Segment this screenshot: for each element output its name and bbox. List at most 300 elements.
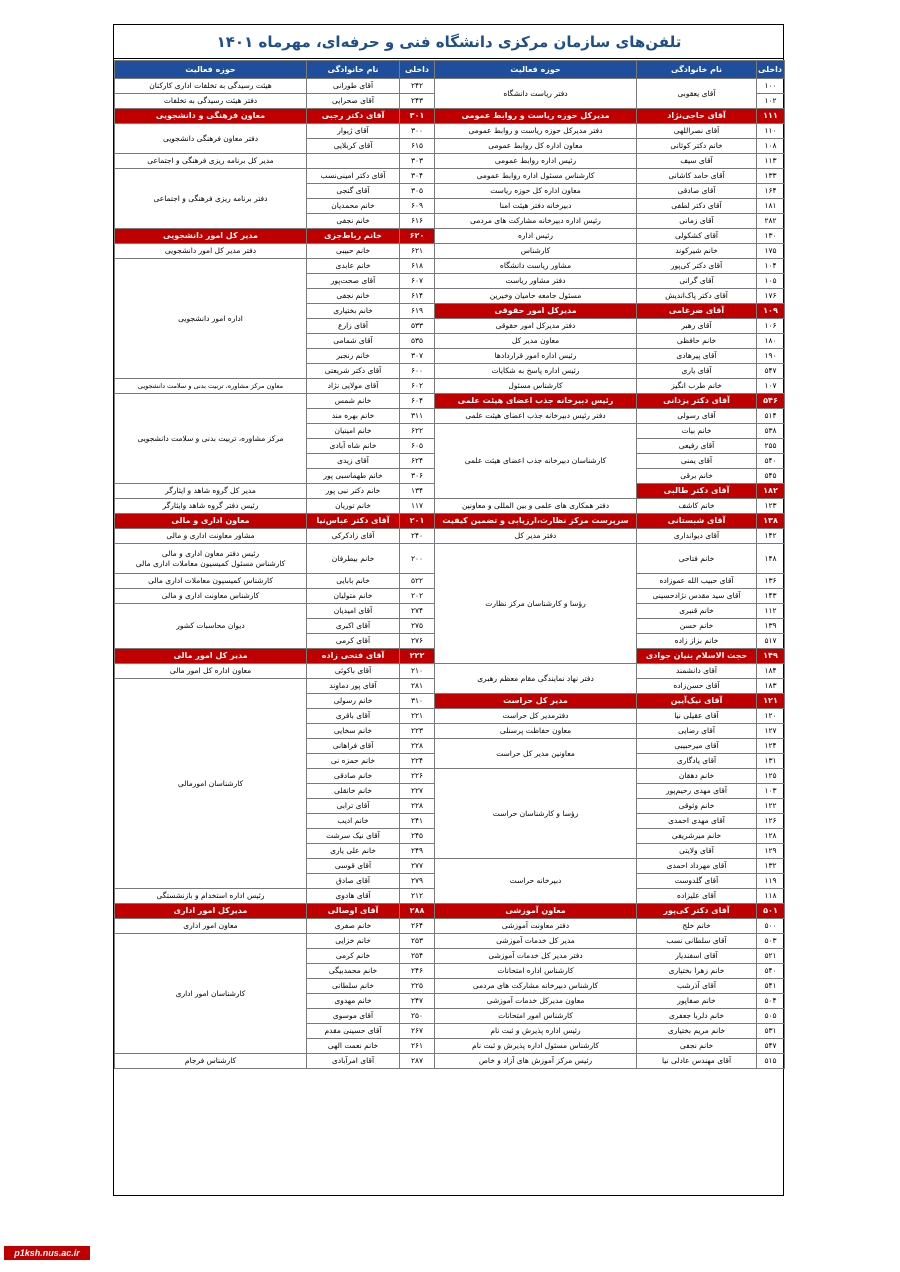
name-cell: آقای باقری	[307, 709, 400, 724]
extension-cell: ۱۲۹	[757, 844, 785, 859]
activity-cell: کارشناس مسئول اداره روابط عمومی	[435, 169, 637, 184]
table-row	[435, 724, 785, 739]
activity-line: رئیس دفتر معاون اداری و مالی	[161, 548, 260, 558]
table-row	[435, 214, 785, 229]
name-cell: خانم حمزه نی	[307, 754, 400, 769]
name-cell: خانم کرمی	[307, 949, 400, 964]
name-cell: خانم شمس	[307, 394, 400, 409]
table-row	[115, 919, 435, 934]
extension-cell: ۱۲۶	[757, 814, 785, 829]
name-cell: خانم دکتر کوثانی	[637, 139, 757, 154]
table-row	[115, 94, 435, 109]
activity-cell: مدیرکل حوزه ریاست و روابط عمومی	[435, 109, 637, 124]
activity-cell: معاون اداره کل روابط عمومی	[435, 139, 637, 154]
table-row	[115, 484, 435, 499]
name-cell	[307, 154, 400, 169]
name-cell: آقای علیزاده	[637, 889, 757, 904]
header-row	[115, 61, 435, 79]
extension-cell: ۵۴۷	[757, 1039, 785, 1054]
name-cell: خانم بیطرفان	[307, 544, 400, 574]
header-name: نام خانوادگی	[637, 61, 757, 79]
name-cell: آقای ضرغامی	[637, 304, 757, 319]
table-row	[435, 994, 785, 1009]
table-row	[115, 679, 435, 694]
table-row	[115, 544, 435, 574]
name-cell: آقای گرانی	[637, 274, 757, 289]
name-cell: خانم شیرکوند	[637, 244, 757, 259]
name-cell: خانم سخایی	[307, 724, 400, 739]
section-header-row	[115, 904, 435, 919]
section-header-row	[115, 514, 435, 529]
extension-cell: ۱۰۴	[757, 259, 785, 274]
extension-cell: ۱۰۲	[757, 94, 785, 109]
name-cell: آقای عقیلی نیا	[637, 709, 757, 724]
extension-cell: ۶۲۴	[400, 454, 435, 469]
extension-cell: ۲۲۸	[400, 739, 435, 754]
name-cell: آقای مهندس عادلی نیا	[637, 1054, 757, 1069]
name-cell: خانم وثوقی	[637, 799, 757, 814]
left-directory-table	[114, 60, 435, 1069]
activity-cell: کارشناس امور امتحانات	[435, 1009, 637, 1024]
name-cell: خانم خانقلی	[307, 784, 400, 799]
extension-cell: ۱۳۸	[757, 514, 785, 529]
extension-cell: ۵۲۱	[757, 949, 785, 964]
table-row	[435, 709, 785, 724]
name-cell: آقای شمامی	[307, 334, 400, 349]
extension-cell: ۲۲۵	[400, 979, 435, 994]
extension-cell: ۵۰۱	[757, 904, 785, 919]
name-cell: آقای سلطانی نسب	[637, 934, 757, 949]
name-cell: خانم شاه آبادی	[307, 439, 400, 454]
activity-cell: کارشناسان امورمالی	[115, 679, 307, 889]
extension-cell: ۶۲۰	[400, 229, 435, 244]
name-cell: آقای مهدی احمدی	[637, 814, 757, 829]
table-row	[435, 919, 785, 934]
name-cell: آقای نیک‌آیین	[637, 694, 757, 709]
name-cell: خانم صفری	[307, 919, 400, 934]
table-row	[435, 979, 785, 994]
extension-cell: ۶۰۰	[400, 364, 435, 379]
activity-cell: دفتر ریاست دانشگاه	[435, 79, 637, 109]
extension-cell: ۱۴۲	[757, 529, 785, 544]
table-row	[435, 244, 785, 259]
extension-cell: ۵۴۷	[757, 364, 785, 379]
name-cell: آقای دکتر امینی‌نسب	[307, 169, 400, 184]
extension-cell: ۱۶۴	[757, 184, 785, 199]
table-row	[435, 859, 785, 874]
activity-cell: معاون مدیر کل	[435, 334, 637, 349]
table-row	[435, 1039, 785, 1054]
extension-cell: ۲۵۰	[400, 1009, 435, 1024]
activity-cell: دفتر هیئت رسیدگی به تخلفات	[115, 94, 307, 109]
name-cell: آقای دکتر عباس‌نیا	[307, 514, 400, 529]
activity-cell: رئیس اداره دبیرخانه مشارکت های مردمی	[435, 214, 637, 229]
activity-cell: دیوان محاسبات کشور	[115, 604, 307, 649]
extension-cell: ۱۰۸	[757, 139, 785, 154]
extension-cell: ۲۲۴	[400, 754, 435, 769]
activity-cell: مدیر کل خدمات آموزشی	[435, 934, 637, 949]
name-cell: آقای صادق	[307, 874, 400, 889]
extension-cell: ۱۴۸	[757, 544, 785, 574]
name-cell: خانم سلطانی	[307, 979, 400, 994]
name-cell: خانم طرب انگیز	[637, 379, 757, 394]
table-row	[435, 139, 785, 154]
activity-cell: دفتر رئیس دبیرخانه جذب اعضای هیئت علمی	[435, 409, 637, 424]
extension-cell: ۱۱۲	[757, 604, 785, 619]
name-cell: آقای صادقی	[637, 184, 757, 199]
name-cell: آقای ولایتی	[637, 844, 757, 859]
name-cell: خانم نجفی	[307, 289, 400, 304]
activity-cell: دفتر نهاد نمایندگی مقام معظم رهبری	[435, 664, 637, 694]
table-row	[115, 589, 435, 604]
table-row	[435, 349, 785, 364]
extension-cell: ۲۵۵	[757, 439, 785, 454]
name-cell: آقای نیک سرشت	[307, 829, 400, 844]
extension-cell: ۶۰۴	[400, 394, 435, 409]
extension-cell: ۲۲۷	[400, 784, 435, 799]
extension-cell: ۱۲۵	[757, 769, 785, 784]
name-cell: آقای طورانی	[307, 79, 400, 94]
name-cell: خانم زهرا بختیاری	[637, 964, 757, 979]
extension-cell: ۲۲۳	[400, 724, 435, 739]
name-cell: خانم قنبری	[637, 604, 757, 619]
name-cell: خانم دلربا جعفری	[637, 1009, 757, 1024]
extension-cell: ۲۷۶	[400, 634, 435, 649]
extension-cell: ۲۷۷	[400, 859, 435, 874]
extension-cell: ۳۱۰	[400, 694, 435, 709]
activity-cell: اداره امور دانشجویی	[115, 259, 307, 379]
name-cell: آقای دیوانداری	[637, 529, 757, 544]
extension-cell: ۱۹۰	[757, 349, 785, 364]
name-cell: آقای رسولی	[637, 409, 757, 424]
name-cell: آقای صحت‌پور	[307, 274, 400, 289]
extension-cell: ۱۷۶	[757, 289, 785, 304]
name-cell: آقای زادکرکی	[307, 529, 400, 544]
extension-cell: ۵۲۲	[400, 574, 435, 589]
name-cell: خانم بختیاری	[307, 304, 400, 319]
extension-cell: ۵۳۳	[400, 319, 435, 334]
extension-cell: ۱۳۴	[400, 484, 435, 499]
name-cell: حجت الاسلام بنیان جوادی	[637, 649, 757, 664]
table-row	[435, 364, 785, 379]
extension-cell: ۵۴۶	[757, 394, 785, 409]
activity-cell: مدیرکل امور حقوقی	[435, 304, 637, 319]
section-header-row	[435, 394, 785, 409]
table-row	[435, 319, 785, 334]
extension-cell: ۱۸۰	[757, 334, 785, 349]
activity-cell: مدیر کل گروه شاهد و ایثارگر	[115, 484, 307, 499]
extension-cell: ۱۰۹	[757, 304, 785, 319]
name-cell: خانم رسولی	[307, 694, 400, 709]
name-cell: آقای دکتر یزدانی	[637, 394, 757, 409]
table-row	[435, 544, 785, 574]
table-row	[435, 964, 785, 979]
name-cell: خانم طهماسبی پور	[307, 469, 400, 484]
activity-cell: معاون حفاظت پرسنلی	[435, 724, 637, 739]
table-row	[435, 1054, 785, 1069]
activity-line: کارشناس مسئول کمیسیون معاملات اداری مالی	[135, 558, 286, 568]
name-cell: خانم بهره مند	[307, 409, 400, 424]
activity-cell: سرپرست مرکز نظارت،ارزیابی و تضمین کیفیت	[435, 514, 637, 529]
activity-cell: رئیس مرکز آموزش های آزاد و خاص	[435, 1054, 637, 1069]
name-cell: آقای نصراللهی	[637, 124, 757, 139]
extension-cell: ۱۰۷	[757, 379, 785, 394]
activity-cell: کارشناس کمیسیون معاملات اداری مالی	[115, 574, 307, 589]
activity-cell: دفتر همکاری های علمی و بین المللی و معاونین	[435, 499, 637, 514]
table-row	[435, 199, 785, 214]
name-cell: آقای مولایی نژاد	[307, 379, 400, 394]
name-cell: خانم رباط‌جزی	[307, 229, 400, 244]
section-header-row	[435, 304, 785, 319]
name-cell: آقای یعقوبی	[637, 79, 757, 109]
table-row	[115, 79, 435, 94]
table-row	[435, 499, 785, 514]
extension-cell: ۲۸۲	[757, 214, 785, 229]
extension-cell: ۶۱۹	[400, 304, 435, 319]
extension-cell: ۵۴۰	[757, 454, 785, 469]
name-cell: آقای حامد کاشانی	[637, 169, 757, 184]
name-cell: آقای اسفندیار	[637, 949, 757, 964]
extension-cell: ۶۲۱	[400, 244, 435, 259]
header-activity: حوزه فعالیت	[115, 61, 307, 79]
name-cell: خانم بزاز زاده	[637, 634, 757, 649]
extension-cell: ۶۱۴	[400, 289, 435, 304]
extension-cell: ۵۰۴	[757, 994, 785, 1009]
activity-cell: معاون اداری و مالی	[115, 514, 307, 529]
extension-cell: ۵۰۵	[757, 1009, 785, 1024]
name-cell: آقای حبیب الله عموزاده	[637, 574, 757, 589]
name-cell: خانم رنجبر	[307, 349, 400, 364]
name-cell: خانم حسن	[637, 619, 757, 634]
activity-cell: رئیس دفتر گروه شاهد وایثارگر	[115, 499, 307, 514]
name-cell: خانم عابدی	[307, 259, 400, 274]
activity-cell: رئیس اداره	[435, 229, 637, 244]
header-name: نام خانوادگی	[307, 61, 400, 79]
table-row	[115, 499, 435, 514]
name-cell: خانم فتاحی	[637, 544, 757, 574]
activity-cell: مشاور معاونت اداری و مالی	[115, 529, 307, 544]
name-cell: آقای سیف	[637, 154, 757, 169]
extension-cell: ۲۶۷	[400, 1024, 435, 1039]
table-row	[435, 424, 785, 439]
name-cell: خانم توریان	[307, 499, 400, 514]
extension-cell: ۲۴۰	[400, 529, 435, 544]
extension-cell: ۲۴۵	[400, 829, 435, 844]
extension-cell: ۶۰۲	[400, 379, 435, 394]
extension-cell: ۲۷۵	[400, 619, 435, 634]
table-row	[435, 274, 785, 289]
name-cell: آقای قوسی	[307, 859, 400, 874]
name-cell: آقای باکوئی	[307, 664, 400, 679]
name-cell: آقای موسوی	[307, 1009, 400, 1024]
table-row	[435, 184, 785, 199]
section-header-row	[435, 514, 785, 529]
name-cell: آقای ژیوار	[307, 124, 400, 139]
extension-cell: ۳۰۴	[400, 169, 435, 184]
name-cell: خانم دهقان	[637, 769, 757, 784]
extension-cell: ۱۲۱	[757, 694, 785, 709]
name-cell: آقای ترابی	[307, 799, 400, 814]
extension-cell: ۱۲۴	[757, 739, 785, 754]
activity-cell: رئیس اداره روابط عمومی	[435, 154, 637, 169]
activity-cell: رؤسا و کارشناسان حراست	[435, 769, 637, 859]
extension-cell: ۵۰۳	[757, 934, 785, 949]
extension-cell: ۲۱۰	[400, 664, 435, 679]
extension-cell: ۱۳۹	[757, 619, 785, 634]
extension-cell: ۱۸۱	[757, 199, 785, 214]
extension-cell: ۱۳۱	[757, 754, 785, 769]
table-row	[435, 1024, 785, 1039]
extension-cell: ۱۲۰	[757, 709, 785, 724]
extension-cell: ۱۸۲	[757, 484, 785, 499]
activity-cell: دفتر برنامه ریزی فرهنگی و اجتماعی	[115, 169, 307, 229]
table-row	[435, 664, 785, 679]
activity-cell: رئیس دبیرخانه جذب اعضای هیئت علمی	[435, 394, 637, 409]
name-cell: آقای گنجی	[307, 184, 400, 199]
table-row	[115, 934, 435, 949]
extension-cell: ۱۱۷	[400, 499, 435, 514]
extension-cell: ۳۱۱	[400, 409, 435, 424]
extension-cell: ۱۰۵	[757, 274, 785, 289]
name-cell: آقای کشکولی	[637, 229, 757, 244]
name-cell: آقای مهدی رحیم‌پور	[637, 784, 757, 799]
table-row	[435, 334, 785, 349]
extension-cell: ۵۴۵	[757, 469, 785, 484]
extension-cell: ۱۴۹	[757, 649, 785, 664]
extension-cell: ۵۰۰	[757, 919, 785, 934]
extension-cell: ۱۰۶	[757, 319, 785, 334]
extension-cell: ۱۸۴	[757, 664, 785, 679]
table-row	[435, 379, 785, 394]
extension-cell: ۱۷۵	[757, 244, 785, 259]
name-cell: خانم کاشف	[637, 499, 757, 514]
table-row	[435, 739, 785, 754]
extension-cell: ۵۳۵	[400, 334, 435, 349]
name-cell: آقای رهبر	[637, 319, 757, 334]
activity-cell: معاون مدیرکل خدمات آموزشی	[435, 994, 637, 1009]
extension-cell: ۱۳۰	[757, 229, 785, 244]
table-row	[115, 574, 435, 589]
extension-cell: ۵۱۵	[757, 1054, 785, 1069]
name-cell: آقای زمانی	[637, 214, 757, 229]
extension-cell: ۳۰۶	[400, 469, 435, 484]
name-cell: آقای سید مقدس نژادحسینی	[637, 589, 757, 604]
name-cell: آقای امرآبادی	[307, 1054, 400, 1069]
table-row	[435, 289, 785, 304]
activity-cell: کارشناسان دبیرخانه جذب اعضای هیئت علمی	[435, 424, 637, 499]
table-row	[115, 604, 435, 619]
name-cell: خانم صادقی	[307, 769, 400, 784]
name-cell: خانم برقی	[637, 469, 757, 484]
table-row	[115, 394, 435, 409]
name-cell: آقای حسن‌زاده	[637, 679, 757, 694]
section-header-row	[115, 109, 435, 124]
name-cell: آقای یادگاری	[637, 754, 757, 769]
name-cell: آقای دکتر لطفی	[637, 199, 757, 214]
extension-cell: ۱۸۳	[757, 679, 785, 694]
activity-cell: دفتر مدیر کل امور دانشجویی	[115, 244, 307, 259]
name-cell: آقای هادوی	[307, 889, 400, 904]
name-cell: آقای دکتر شریعتی	[307, 364, 400, 379]
table-row	[115, 889, 435, 904]
name-cell: آقای زارع	[307, 319, 400, 334]
activity-cell: هیئت رسیدگی به تخلفات اداری کارکنان	[115, 79, 307, 94]
extension-cell: ۶۰۹	[400, 199, 435, 214]
activity-cell: دبیرخانه حراست	[435, 859, 637, 904]
header-activity: حوزه فعالیت	[435, 61, 637, 79]
name-cell: خانم صفاپور	[637, 994, 757, 1009]
table-row	[435, 1009, 785, 1024]
extension-cell: ۳۰۱	[400, 109, 435, 124]
section-header-row	[435, 694, 785, 709]
activity-cell: دفتر مدیرکل امور حقوقی	[435, 319, 637, 334]
extension-cell: ۱۴۳	[757, 589, 785, 604]
name-cell: آقای رضایی	[637, 724, 757, 739]
extension-cell: ۶۲۲	[400, 424, 435, 439]
name-cell: آقای دکتر کی‌پور	[637, 904, 757, 919]
extension-cell: ۱۳۶	[757, 574, 785, 589]
name-cell: خانم متولیان	[307, 589, 400, 604]
table-row	[435, 409, 785, 424]
activity-cell: کارشناسان امور اداری	[115, 934, 307, 1054]
section-header-row	[435, 904, 785, 919]
activity-cell: دفتر معاونت آموزشی	[435, 919, 637, 934]
name-cell: خانم محمدیان	[307, 199, 400, 214]
activity-cell: کارشناس	[435, 244, 637, 259]
table-row	[115, 154, 435, 169]
extension-cell: ۲۰۰	[400, 544, 435, 574]
activity-cell: کارشناس مسئول اداره پذیرش و ثبت نام	[435, 1039, 637, 1054]
table-row	[115, 244, 435, 259]
section-header-row	[435, 109, 785, 124]
name-cell: آقای صحرایی	[307, 94, 400, 109]
section-header-row	[115, 229, 435, 244]
table-row	[435, 259, 785, 274]
name-cell: آقای اکبری	[307, 619, 400, 634]
name-cell: خانم بیات	[637, 424, 757, 439]
activity-cell: کارشناس اداره امتحانات	[435, 964, 637, 979]
activity-cell: مشاور ریاست دانشگاه	[435, 259, 637, 274]
name-cell: آقای دانشمند	[637, 664, 757, 679]
activity-cell: دفترمدیر کل حراست	[435, 709, 637, 724]
activity-cell: دفتر معاون فرهنگی دانشجویی	[115, 124, 307, 154]
extension-cell: ۲۱۲	[400, 889, 435, 904]
name-cell: آقای فراهانی	[307, 739, 400, 754]
extension-cell: ۱۱۰	[757, 124, 785, 139]
table-row	[435, 79, 785, 94]
extension-cell: ۱۱۳	[757, 154, 785, 169]
extension-cell: ۲۷۴	[400, 604, 435, 619]
name-cell: آقای فتحی زاده	[307, 649, 400, 664]
extension-cell: ۳۰۷	[400, 349, 435, 364]
header-row	[435, 61, 785, 79]
extension-cell: ۱۲۷	[757, 724, 785, 739]
extension-cell: ۶۱۶	[400, 214, 435, 229]
name-cell: آقای کربلایی	[307, 139, 400, 154]
extension-cell: ۲۰۱	[400, 514, 435, 529]
site-watermark: p1ksh.nus.ac.ir	[4, 1246, 90, 1260]
activity-cell: دفتر مدیر کل خدمات آموزشی	[435, 949, 637, 964]
name-cell: آقای دکتر طالبی	[637, 484, 757, 499]
extension-cell: ۲۵۳	[400, 934, 435, 949]
name-cell: خانم حافظی	[637, 334, 757, 349]
name-cell: خانم مریم بختیاری	[637, 1024, 757, 1039]
name-cell: آقای شبستانی	[637, 514, 757, 529]
activity-cell: مرکز مشاوره، تربیت بدنی و سلامت دانشجویی	[115, 394, 307, 484]
activity-cell: رئیس اداره امور قراردادها	[435, 349, 637, 364]
table-row	[435, 934, 785, 949]
name-cell: آقای میرحبیبی	[637, 739, 757, 754]
